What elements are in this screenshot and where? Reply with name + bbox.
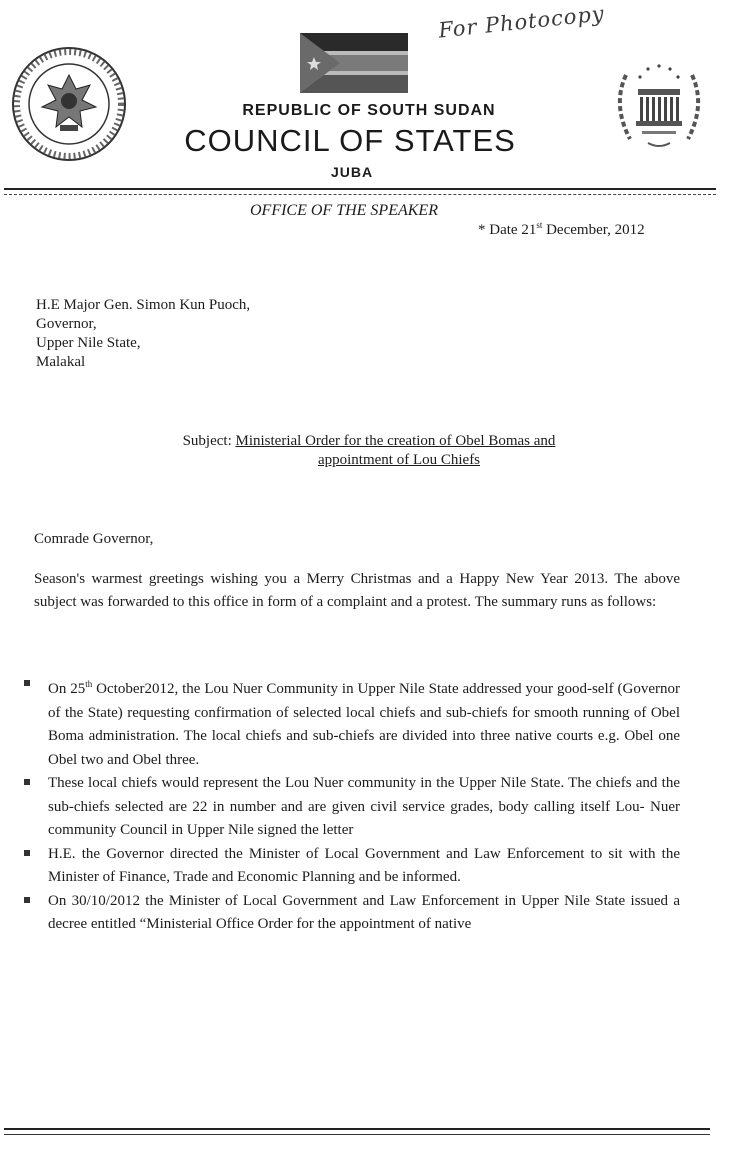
list-item: On 25th October2012, the Lou Nuer Community in Upper Nile State addressed your good-self (Governor of the State) requesting confirmation of selected local chiefs and sub-chiefs for smooth running of Obel Boma administration. The local chiefs and sub-chiefs are divided into three native courts e.g. Obel one Obel two and Obel three. <box>24 673 680 772</box>
city-heading: JUBA <box>330 164 374 180</box>
subject-text-1: Ministerial Order for the creation of Obel Bomas and <box>235 433 556 449</box>
bullet-square-icon <box>24 680 30 686</box>
recipient-line: Malakal <box>36 354 86 370</box>
bullet-square-icon <box>24 850 30 856</box>
bullet-square-icon <box>24 897 30 903</box>
subject-text-2: appointment of Lou Chiefs <box>317 452 481 468</box>
subject-label: Subject: <box>182 433 236 449</box>
intro-paragraph: Season's warmest greetings wishing you a Merry Christmas and a Happy New Year 2013. The above subject was forwarded to this office in form of a complaint and a protest. The summary runs as follows: <box>34 571 680 610</box>
handwritten-annotation: For Photocopy <box>437 1 606 43</box>
header-divider <box>4 188 716 190</box>
letter-date: * Date 21st December, 2012 <box>478 220 645 238</box>
recipient-address <box>36 296 250 372</box>
recipient-line: Governor, <box>36 316 97 332</box>
header-divider-dashed <box>4 194 716 195</box>
list-item: On 30/10/2012 the Minister of Local Government and Law Enforcement in Upper Nile State issued a decree entitled “Ministerial Office Order for the appointment of native <box>24 890 680 937</box>
list-item: These local chiefs would represent the Lou Nuer community in the Upper Nile State. The chiefs and the sub-chiefs selected are 22 in number and are given civil service grades, body calling itself Lou- Nuer community Council in Upper Nile signed the letter <box>24 772 680 843</box>
republic-heading: REPUBLIC OF SOUTH SUDAN <box>242 102 496 119</box>
footer-divider-thin <box>4 1134 710 1135</box>
recipient-line: H.E Major Gen. Simon Kun Puoch, <box>36 297 251 313</box>
recipient-line: Upper Nile State, <box>36 335 141 351</box>
footer-divider <box>4 1128 710 1130</box>
list-item: H.E. the Governor directed the Minister of Local Government and Law Enforcement to sit with the Minister of Finance, Trade and Economic Planning and be informed. <box>24 843 680 890</box>
flag-icon <box>300 33 408 93</box>
salutation: Comrade Governor, <box>34 531 154 547</box>
subject-line <box>0 432 738 470</box>
council-heading: COUNCIL OF STATES <box>184 123 516 158</box>
bullet-list <box>24 673 680 937</box>
office-heading: OFFICE OF THE SPEAKER <box>250 202 438 219</box>
bullet-square-icon <box>24 779 30 785</box>
